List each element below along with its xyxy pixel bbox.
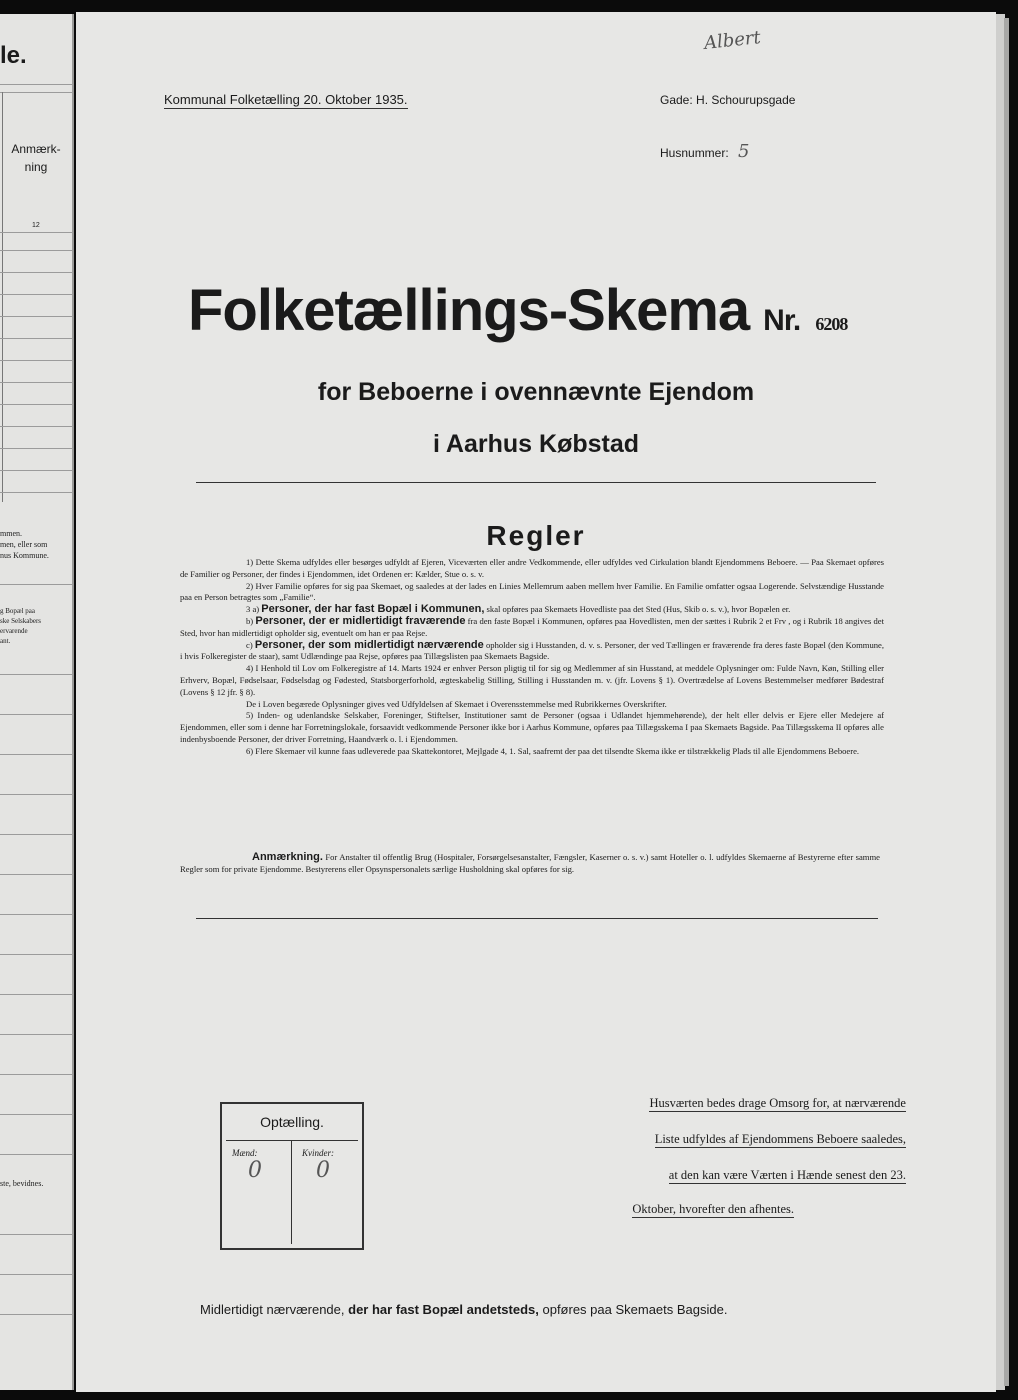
rule bbox=[0, 754, 72, 755]
rule bbox=[0, 1234, 72, 1235]
notice-text: at den kan være Værten i Hænde senest den 23. bbox=[668, 1168, 906, 1182]
rule bbox=[0, 492, 72, 493]
rule bbox=[0, 794, 72, 795]
rule bbox=[0, 84, 72, 85]
notice-text: Husværten bedes drage Omsorg for, at nærværende bbox=[649, 1096, 906, 1110]
left-note-2 bbox=[0, 606, 41, 646]
anmaerkning-col-label bbox=[8, 140, 64, 176]
kvinder-value: 0 bbox=[316, 1158, 330, 1183]
rule bbox=[0, 404, 72, 405]
husnummer-field bbox=[660, 141, 749, 162]
rule-3a-text: skal opføres paa Skemaets Hovedliste paa det Sted (Hus, Skib o. s. v.), hvor Bopælen er. bbox=[486, 604, 791, 615]
rule bbox=[0, 1274, 72, 1275]
footer-bold: der har fast Bopæl andetsteds, bbox=[348, 1302, 539, 1317]
note-line: mmen. bbox=[0, 529, 22, 538]
rule-3b-number: b) bbox=[246, 615, 254, 626]
anmaerkning bbox=[180, 852, 880, 876]
rule-3b bbox=[180, 616, 884, 640]
page-edge bbox=[1004, 18, 1009, 1386]
rule bbox=[0, 448, 72, 449]
col-number: 12 bbox=[32, 222, 40, 229]
left-note-3: ste, bevidnes. bbox=[0, 1179, 44, 1188]
rule bbox=[0, 914, 72, 915]
rule bbox=[0, 360, 72, 361]
rule bbox=[0, 250, 72, 251]
husnummer-value: 5 bbox=[738, 141, 750, 162]
rule-3c bbox=[180, 640, 884, 664]
note-line: g Bopæl paa bbox=[0, 607, 35, 615]
rule-3b-lead: Personer, der er midlertidigt fraværende bbox=[255, 614, 466, 627]
notice-text: Liste udfyldes af Ejendommens Beboere saaledes, bbox=[654, 1132, 906, 1146]
gade-label: Gade: bbox=[660, 93, 693, 107]
divider bbox=[196, 918, 878, 919]
form-title-main: Folketællings-Skema bbox=[188, 278, 750, 343]
notice-line bbox=[516, 1168, 906, 1183]
rule bbox=[0, 954, 72, 955]
maend-value: 0 bbox=[248, 1158, 262, 1183]
rule-3a-lead: Personer, der har fast Bopæl i Kommunen, bbox=[261, 603, 485, 616]
notice-text: Oktober, hvorefter den afhentes. bbox=[632, 1202, 794, 1216]
rule-2: 2) Hver Familie opføres for sig paa Skemaet, og saaledes at der lades en Linies Mellemrum aaben mellem hver Familie. En Familie omfatter ogsaa Logerende. Selvstændige Husstande paa en Person betragtes som „Familie“. bbox=[180, 580, 884, 603]
note-line: ant. bbox=[0, 637, 11, 645]
rule bbox=[0, 470, 72, 471]
note-line: ske Selskabers bbox=[0, 617, 42, 625]
rule bbox=[0, 714, 72, 715]
maend-label: Mænd: bbox=[232, 1148, 258, 1158]
form-subtitle: for Beboerne i ovennævnte Ejendom bbox=[317, 378, 755, 406]
rule-3c-text: opholder sig i Husstanden, d. v. s. Personer, der ved Tællingen er fraværende fra deres faste Bopæl (den Kommune, i hvis Folkeregister de staar), samt Udlændinge paa Rejse, opføres paa Tillægslisten paa Skemaets Bagside. bbox=[180, 639, 885, 662]
footer-note bbox=[200, 1302, 727, 1317]
note-line: ervarende bbox=[0, 627, 28, 635]
anmaerkning-lead: Anmærkning. bbox=[252, 851, 323, 863]
optaelling-title: Optælling. bbox=[260, 1114, 324, 1130]
box-divider bbox=[291, 1140, 292, 1244]
rule bbox=[0, 1154, 72, 1155]
rule bbox=[0, 674, 72, 675]
rule bbox=[0, 316, 72, 317]
notice-line bbox=[516, 1132, 906, 1147]
note-line: men, eller som bbox=[0, 540, 48, 549]
anmaerkning-text: For Anstalter til offentlig Brug (Hospitaler, Forsørgelsesanstalter, Fængsler, Kaserner o. s. v.) samt Hoteller o. l. udfyldes Skemaerne af Bestyrerne efter samme Regler som for private Ejendomme. Bestyrerens eller Opsynspersonalets særlige Husholdning skal opføres for sig. bbox=[180, 852, 880, 874]
rule bbox=[0, 1314, 72, 1315]
rule bbox=[0, 874, 72, 875]
rule-6: 6) Flere Skemaer vil kunne faas udleverede paa Skattekontoret, Mejlgade 4, 1. Sal, saafremt der paa det tilsendte Skema ikke er tilstrækkelig Plads til alle Ejendommens Beboere. bbox=[246, 745, 860, 756]
rule-4b: De i Loven begærede Oplysninger gives ved Udfyldelsen af Skemaet i Overensstemmelse med Rubrikkernes Overskrifter. bbox=[246, 698, 667, 709]
kvinder-label: Kvinder: bbox=[302, 1148, 334, 1158]
rule bbox=[0, 1034, 72, 1035]
rule bbox=[0, 834, 72, 835]
rule bbox=[0, 382, 72, 383]
gade-field bbox=[660, 93, 795, 107]
rule-3a-number: 3 a) bbox=[246, 604, 260, 615]
footer-pre: Midlertidigt nærværende, bbox=[200, 1302, 345, 1317]
divider bbox=[196, 482, 876, 483]
regler-text bbox=[180, 557, 884, 758]
rule bbox=[0, 294, 72, 295]
notice-line bbox=[516, 1202, 794, 1217]
regler-heading: Regler bbox=[486, 520, 586, 551]
gade-value: H. Schourupsgade bbox=[696, 93, 796, 107]
rule bbox=[0, 426, 72, 427]
rule bbox=[0, 272, 72, 273]
census-form-page bbox=[76, 12, 996, 1392]
rule bbox=[0, 232, 72, 233]
rule-3c-number: c) bbox=[246, 639, 253, 650]
left-page-fragment bbox=[0, 14, 74, 1390]
footer-post: opføres paa Skemaets Bagside. bbox=[542, 1302, 728, 1317]
rule-3b-text: fra den faste Bopæl i Kommunen, opføres paa Hovedlisten, men der sættes i Rubrik 2 et Frv , og i Rubrik 18 angives det Sted, hvor han midlertidigt opholder sig, eventuelt om han er paa Rejse. bbox=[180, 615, 884, 638]
box-divider bbox=[226, 1140, 358, 1141]
rule bbox=[0, 1074, 72, 1075]
rule-4: 4) I Henhold til Lov om Folkeregistre af 14. Marts 1924 er enhver Person pligtig til for sig og Medlemmer af sin Husstand, at meddele Oplysninger om: Fulde Navn, Køn, Stilling eller Erhverv, Bopæl, Fødselsaar, Fødselsdag og Fødested, Statsborgerforhold, ægteskabelig Stilling, Stilling i Husstanden m. v. (jfr. Lovens § 1). Overtrædelse af Lovens Bestemmelser medfører Bødestraf (Lovens § 12 jfr. § 8). bbox=[180, 663, 884, 697]
notice-line bbox=[516, 1096, 906, 1111]
rule bbox=[0, 92, 72, 93]
rule-5: 5) Inden- og udenlandske Selskaber, Foreninger, Stiftelser, Institutioner samt de Personer (ogsaa i Udlandet hjemmehørende), der helt eller delvis er Ejere eller Medejere af Ejendommen, eller som i denne har Forretningslokale, forsaavidt vedkommende Personer ikke bor i Aarhus Kommune, opføres paa Tillægsskema I paa Skemaets Bagside. Paa Tillægsskema II opføres alle indenbysboende Personer, der driver Forretning, Haandværk o. l. i Ejendommen. bbox=[180, 710, 884, 744]
col-label-line2: ning bbox=[24, 160, 48, 174]
husnummer-label: Husnummer: bbox=[660, 146, 729, 160]
form-nr-value: 6208 bbox=[815, 314, 848, 334]
column-line bbox=[2, 92, 3, 502]
rule bbox=[0, 994, 72, 995]
form-nr-label: Nr. bbox=[763, 304, 801, 337]
left-note-1 bbox=[0, 528, 49, 561]
rule bbox=[0, 338, 72, 339]
rule bbox=[0, 1114, 72, 1115]
note-line: nus Kommune. bbox=[0, 551, 49, 560]
rule bbox=[0, 584, 72, 585]
census-header: Kommunal Folketælling 20. Oktober 1935. bbox=[164, 92, 408, 107]
col-label-line1: Anmærk- bbox=[11, 142, 61, 156]
form-title bbox=[188, 277, 847, 344]
optaelling-box bbox=[220, 1102, 364, 1250]
rule-1: 1) Dette Skema udfyldes eller besørges udfyldt af Ejeren, Viceværten eller andre Vedkommende, eller udfyldes ved Cirkulation blandt Ejendommens Beboere. — Paa Skemaet opføres de Familier og Personer, der findes i Ejendommen, idet Ordenen er: Kælder, Stue o. s. v. bbox=[180, 557, 884, 579]
corner-handwriting: Albert bbox=[703, 27, 762, 54]
left-page-heading: le. bbox=[0, 42, 27, 69]
rule-3c-lead: Personer, der som midlertidigt nærværende bbox=[254, 638, 484, 651]
form-subtitle-city: i Aarhus Købstad bbox=[432, 430, 640, 458]
